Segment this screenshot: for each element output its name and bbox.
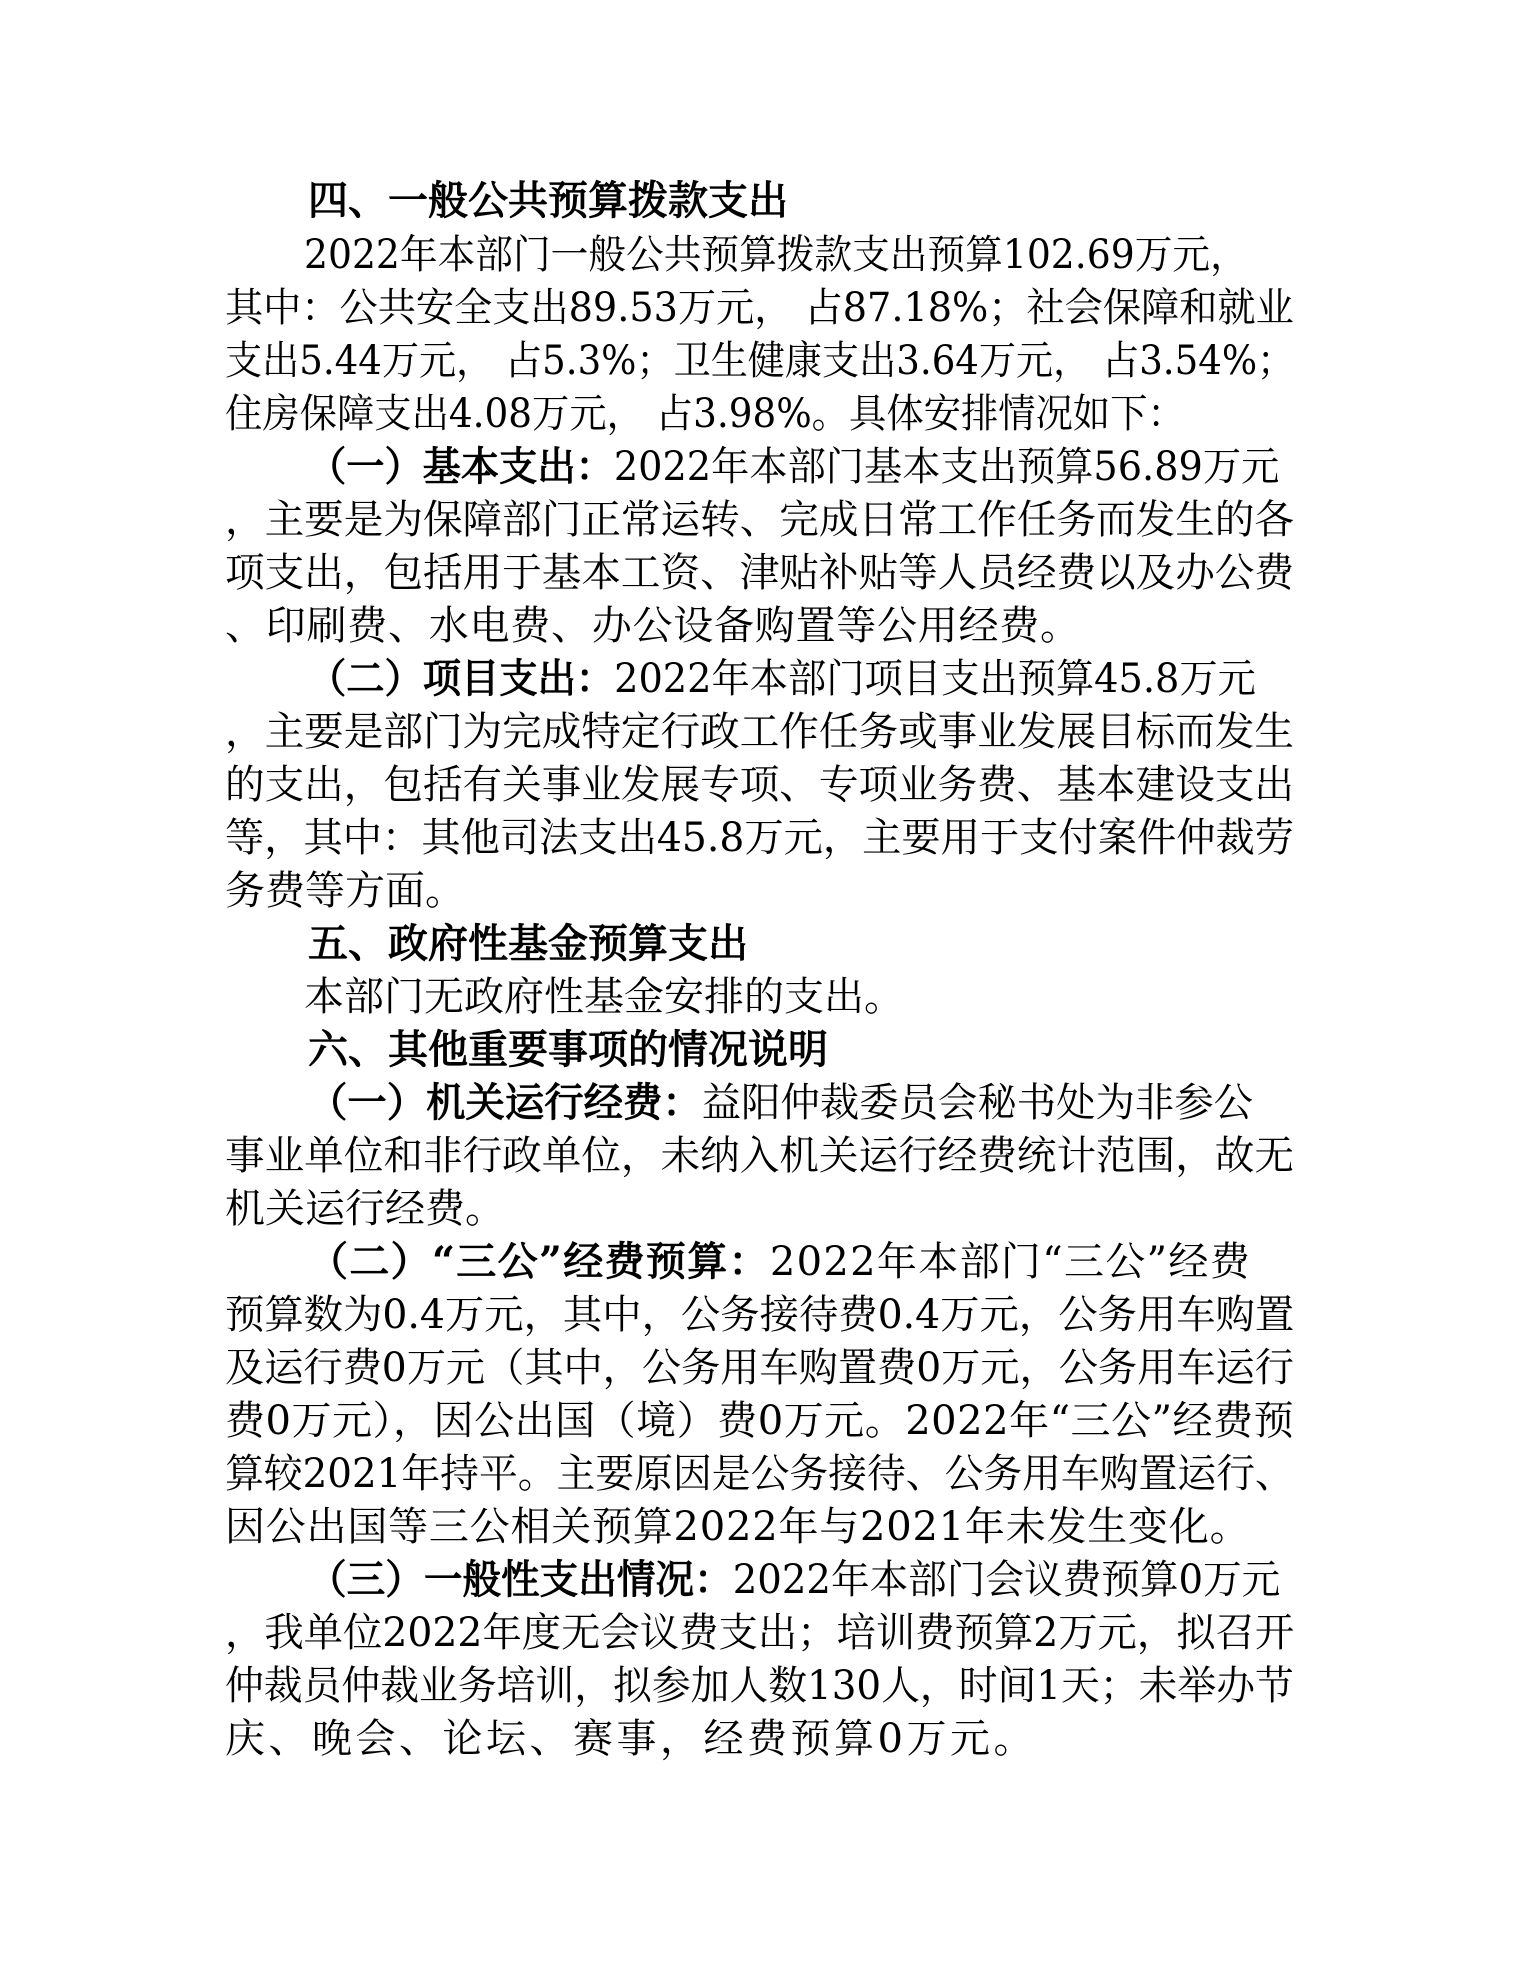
paragraph-line [225, 336, 1294, 386]
text-span: 事业单位和非行政单位，未纳入机关运行经费统计范围，故无 [225, 1133, 1294, 1179]
text-span: 机关运行经费。 [225, 1186, 505, 1232]
paragraph-line [225, 707, 1294, 757]
text-span: ，主要是部门为完成特定行政工作任务或事业发展目标而发生 [225, 709, 1294, 755]
heading-other-matters [308, 1025, 828, 1075]
text-span: 益阳仲裁委员会秘书处为非参公 [701, 1080, 1253, 1126]
paragraph-line [225, 1714, 1037, 1764]
text-span: 支出5.44万元， 占5.3%；卫生健康支出3.64万元， 占3.54%； [225, 338, 1295, 384]
text-span: 的支出，包括有关事业发展专项、专项业务费、基本建设支出 [225, 762, 1294, 808]
paragraph-line [225, 1290, 1294, 1340]
text-span: 住房保障支出4.08万元， 占3.98%。具体安排情况如下： [225, 391, 1185, 437]
text-span: 仲裁员仲裁业务培训，拟参加人数130人，时间1天；未举办节 [225, 1663, 1294, 1709]
text-span: （一）基本支出： [308, 443, 614, 490]
paragraph-line [225, 283, 1294, 333]
text-span: 、印刷费、水电费、办公设备购置等公用经费。 [225, 603, 1081, 649]
text-span: 算较2021年持平。主要原因是公务接待、公务用车购置运行、 [225, 1451, 1294, 1497]
text-span: 务费等方面。 [225, 868, 465, 914]
paragraph-line [225, 813, 1294, 863]
text-span: 2022年本部门基本支出预算56.89万元 [613, 444, 1280, 490]
text-span: （一）机关运行经费： [308, 1079, 702, 1126]
heading-general-public-budget [308, 176, 788, 226]
text-span: 预算数为0.4万元，其中，公务接待费0.4万元，公务用车购置 [225, 1292, 1295, 1338]
text-span: 2022年本部门会议费预算0万元 [732, 1557, 1281, 1603]
text-span: 六、其他重要事项的情况说明 [308, 1026, 828, 1073]
text-span: （二）项目支出： [308, 655, 615, 702]
paragraph-line [225, 760, 1294, 810]
text-span: 及运行费0万元（其中，公务用车购置费0万元，公务用车运行 [225, 1345, 1294, 1391]
paragraph-line [304, 230, 1248, 280]
paragraph-line [225, 1608, 1294, 1658]
text-span: （三）一般性支出情况： [308, 1556, 733, 1603]
text-span: ，我单位2022年度无会议费支出；培训费预算2万元，拟召开 [225, 1610, 1295, 1656]
paragraph-line [225, 601, 1081, 651]
paragraph-line [225, 1184, 505, 1234]
text-span: （二）“三公”经费预算： [308, 1238, 770, 1285]
paragraph-line [225, 866, 465, 916]
paragraph-line [225, 389, 1185, 439]
subheading-general-expenditure [308, 1555, 1280, 1605]
text-span: 2022年本部门项目支出预算45.8万元 [614, 656, 1256, 702]
subheading-three-public-expenses [308, 1237, 1251, 1287]
paragraph-line [304, 972, 904, 1022]
text-span: 2022年本部门一般公共预算拨款支出预算102.69万元， [304, 232, 1248, 278]
paragraph-line [225, 1343, 1294, 1393]
text-span: 其中：公共安全支出89.53万元， 占87.18%；社会保障和就业 [225, 285, 1294, 331]
paragraph-line [225, 1131, 1294, 1181]
paragraph-line [225, 1396, 1294, 1446]
text-span: 费0万元），因公出国（境）费0万元。2022年“三公”经费预 [225, 1398, 1295, 1444]
text-span: 四、一般公共预算拨款支出 [308, 177, 788, 224]
text-span: 等，其中：其他司法支出45.8万元，主要用于支付案件仲裁劳 [225, 815, 1295, 861]
text-span: 庆、晚会、论坛、赛事，经费预算0万元。 [225, 1716, 1037, 1762]
paragraph-line [225, 1502, 1250, 1552]
text-span: 因公出国等三公相关预算2022年与2021年未发生变化。 [225, 1504, 1251, 1550]
heading-government-fund-budget [308, 919, 748, 969]
paragraph-line [225, 1449, 1294, 1499]
text-span: 项支出，包括用于基本工资、津贴补贴等人员经费以及办公费 [225, 550, 1294, 596]
text-span: 五、政府性基金预算支出 [308, 920, 748, 967]
text-span: 本部门无政府性基金安排的支出。 [304, 974, 904, 1020]
subheading-project-expenditure [308, 654, 1256, 704]
paragraph-line [225, 548, 1294, 598]
subheading-basic-expenditure [308, 442, 1279, 492]
paragraph-line [225, 1661, 1294, 1711]
paragraph-line [225, 495, 1294, 545]
text-span: ，主要是为保障部门正常运转、完成日常工作任务而发生的各 [225, 497, 1294, 543]
text-span: 2022年本部门“三公”经费 [769, 1239, 1252, 1285]
subheading-operating-expenses [308, 1078, 1253, 1128]
